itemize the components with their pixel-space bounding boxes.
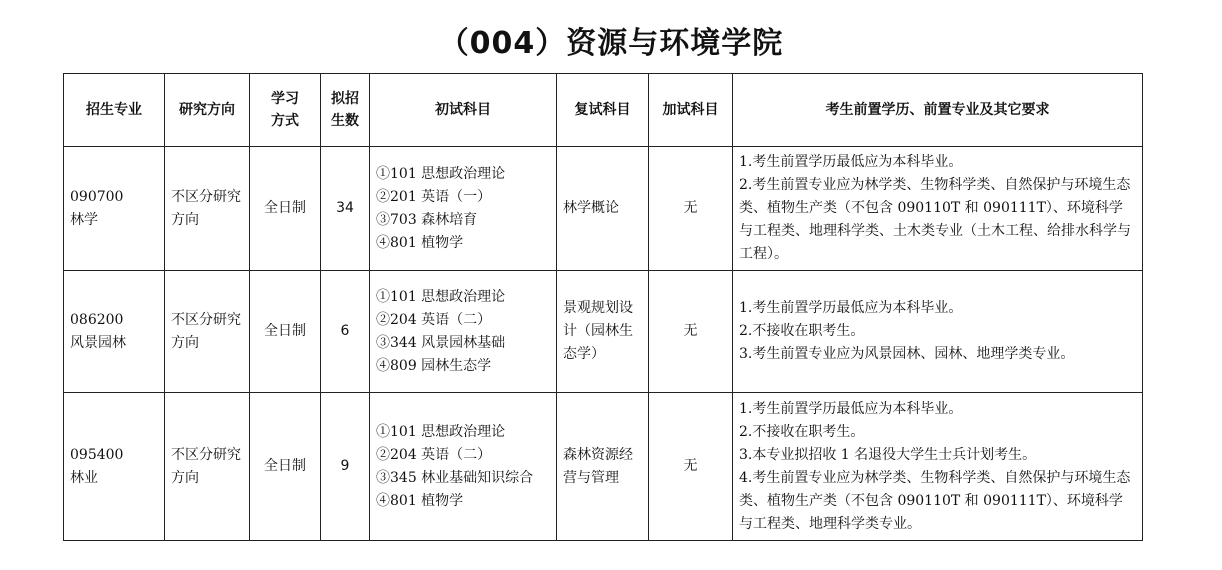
retest-cell: 林学概论 xyxy=(557,147,649,271)
table-row xyxy=(64,393,1143,541)
subject-item: ③344 风景园林基础 xyxy=(376,334,506,351)
requirements-cell xyxy=(733,271,1143,393)
quota-cell: 9 xyxy=(321,393,370,541)
requirement-item: 3.本专业拟招收 1 名退役大学生士兵计划考生。 xyxy=(739,446,1037,463)
requirement-item: 3.考生前置专业应为风景园林、园林、地理学类专业。 xyxy=(739,346,1075,362)
subject-item: ②204 英语（二） xyxy=(376,311,492,328)
major-name: 林学 xyxy=(70,211,98,228)
major-cell xyxy=(64,147,165,271)
table-row xyxy=(64,271,1143,393)
subjects-cell xyxy=(370,271,557,393)
subject-item: ②204 英语（二） xyxy=(376,446,492,463)
requirement-item: 1.考生前置学历最低应为本科毕业。 xyxy=(739,400,963,417)
requirements-cell xyxy=(733,147,1143,271)
header-study-mode: 学习方式 xyxy=(250,74,321,147)
extra-cell: 无 xyxy=(649,271,733,393)
subjects-cell xyxy=(370,393,557,541)
requirement-item: 2.不接收在职考生。 xyxy=(739,323,865,339)
subject-item: ④801 植物学 xyxy=(376,492,464,509)
subjects-cell xyxy=(370,147,557,271)
header-major: 招生专业 xyxy=(64,74,165,147)
header-quota: 拟招生数 xyxy=(321,74,370,147)
page-title: （004）资源与环境学院 xyxy=(438,26,784,61)
header-extra: 加试科目 xyxy=(649,74,733,147)
requirements-cell xyxy=(733,393,1143,541)
subject-item: ③345 林业基础知识综合 xyxy=(376,469,534,486)
direction-cell: 不区分研究方向 xyxy=(165,271,250,393)
subject-item: ②201 英语（一） xyxy=(376,188,492,205)
direction-cell: 不区分研究方向 xyxy=(165,147,250,271)
requirement-item: 2.不接收在职考生。 xyxy=(739,423,865,440)
header-direction: 研究方向 xyxy=(165,74,250,147)
subject-item: ④801 植物学 xyxy=(376,234,464,251)
admissions-table xyxy=(63,73,1143,541)
table-row xyxy=(64,147,1143,271)
header-exam-subjects: 初试科目 xyxy=(370,74,557,147)
major-code: 086200 xyxy=(70,311,124,328)
quota-cell: 34 xyxy=(321,147,370,271)
subject-item: ③703 森林培育 xyxy=(376,211,478,228)
direction-cell: 不区分研究方向 xyxy=(165,393,250,541)
retest-cell: 景观规划设计（园林生态学） xyxy=(557,271,649,393)
retest-cell: 森林资源经营与管理 xyxy=(557,393,649,541)
major-name: 风景园林 xyxy=(70,334,126,351)
quota-cell: 6 xyxy=(321,271,370,393)
table-header-row xyxy=(64,74,1143,147)
major-name: 林业 xyxy=(70,469,98,486)
subject-item: ①101 思想政治理论 xyxy=(376,165,506,182)
major-cell xyxy=(64,393,165,541)
requirement-item: 1.考生前置学历最低应为本科毕业。 xyxy=(739,154,963,170)
mode-cell: 全日制 xyxy=(250,147,321,271)
header-retest: 复试科目 xyxy=(557,74,649,147)
header-requirements: 考生前置学历、前置专业及其它要求 xyxy=(733,74,1143,147)
requirement-item: 1.考生前置学历最低应为本科毕业。 xyxy=(739,300,963,316)
extra-cell: 无 xyxy=(649,147,733,271)
mode-cell: 全日制 xyxy=(250,271,321,393)
major-cell xyxy=(64,271,165,393)
extra-cell: 无 xyxy=(649,393,733,541)
subject-item: ①101 思想政治理论 xyxy=(376,288,506,305)
subject-item: ①101 思想政治理论 xyxy=(376,423,506,440)
major-code: 090700 xyxy=(70,188,124,205)
subject-item: ④809 园林生态学 xyxy=(376,357,492,374)
major-code: 095400 xyxy=(70,446,124,463)
mode-cell: 全日制 xyxy=(250,393,321,541)
requirement-item: 4.考生前置专业应为林学类、生物科学类、自然保护与环境生态类、植物生产类（不包含 090110T 和 090111T）、环境科学与工程类、地理科学类专业。 xyxy=(739,469,1131,532)
requirement-item: 2.考生前置专业应为林学类、生物科学类、自然保护与环境生态类、植物生产类（不包含 090110T 和 090111T）、环境科学与工程类、地理科学类、土木类专业（土木工程、给排水科学与工程）。 xyxy=(739,177,1131,262)
